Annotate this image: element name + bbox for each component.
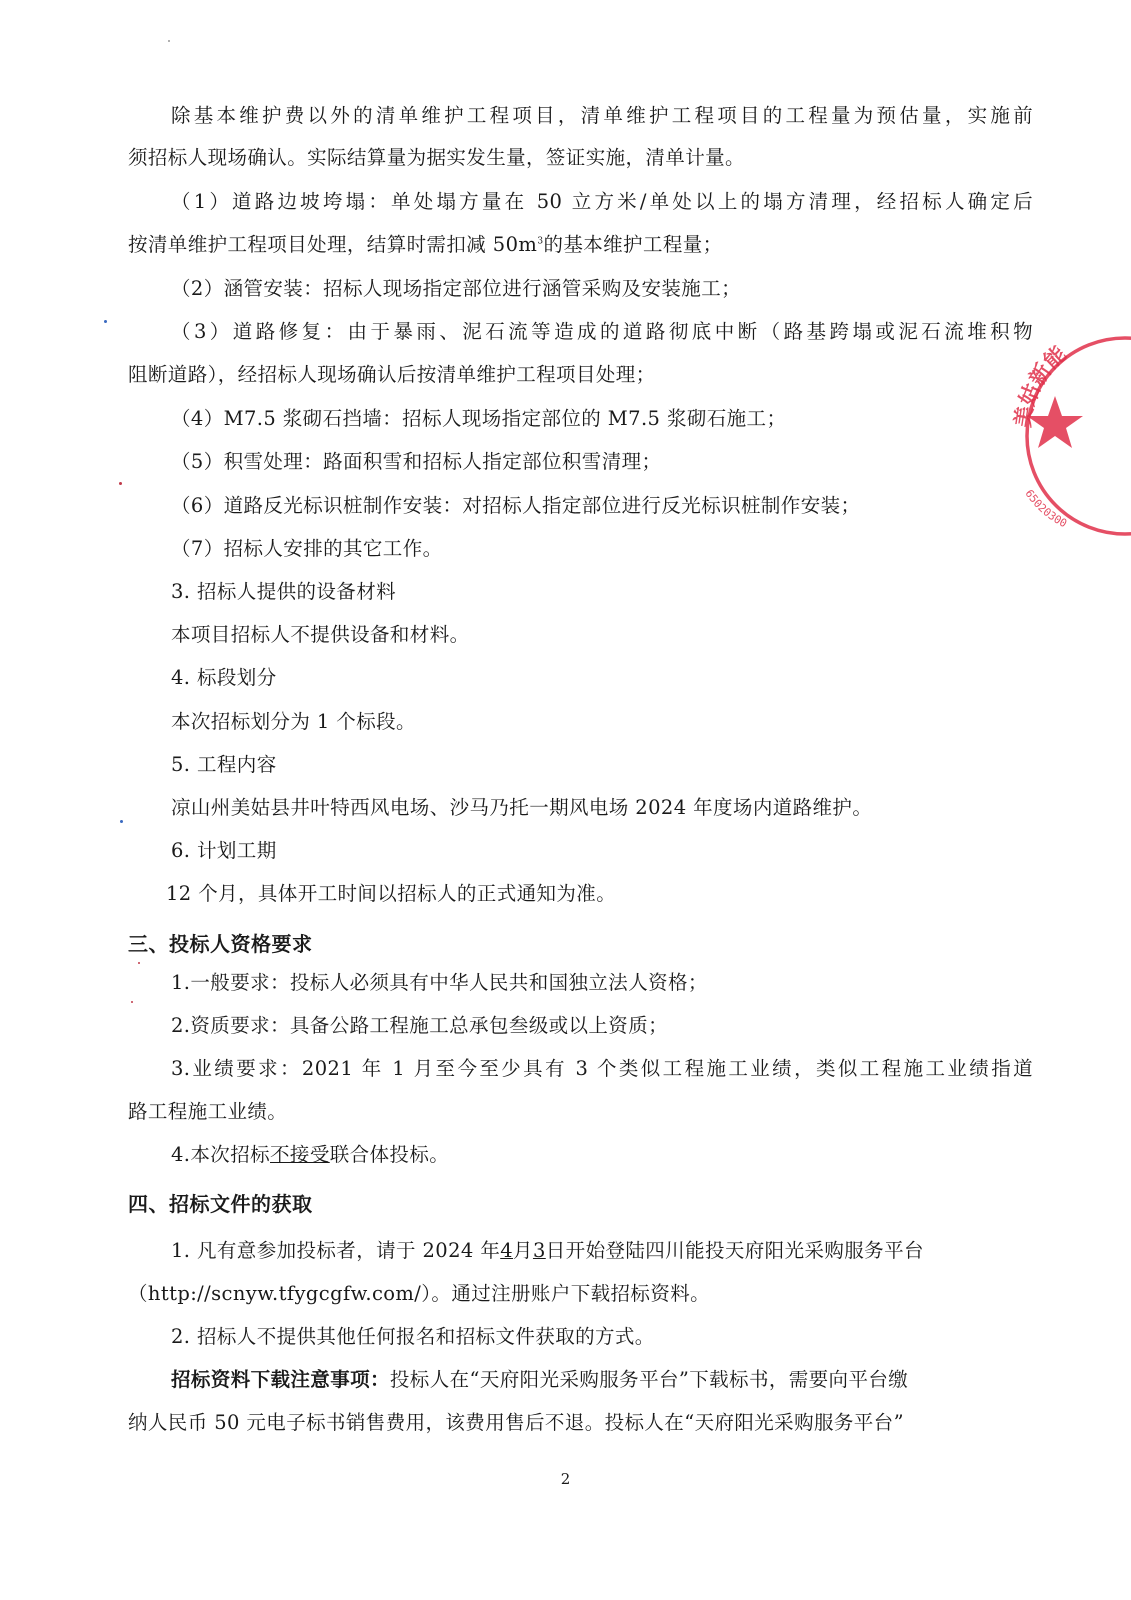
scan-speck xyxy=(120,820,123,823)
scan-speck xyxy=(104,320,107,323)
subheading: 6. 计划工期 xyxy=(171,839,277,862)
body-line: 凉山州美姑县井叶特西风电场、沙马乃托一期风电场 2024 年度场内道路维护。 xyxy=(171,796,873,819)
body-line: 须招标人现场确认。实际结算量为据实发生量，签证实施，清单计量。 xyxy=(128,146,745,169)
scan-speck xyxy=(168,40,170,42)
body-line: （http://scnyw.tfygcgfw.com/）。通过注册账户下载招标资料。 xyxy=(128,1282,711,1305)
body-line: 12 个月，具体开工时间以招标人的正式通知为准。 xyxy=(166,882,617,905)
underlined-month: 4 xyxy=(500,1239,514,1262)
body-line: （6）道路反光标识桩制作安装：对招标人指定部位进行反光标识桩制作安装； xyxy=(171,494,861,517)
subheading: 3. 招标人提供的设备材料 xyxy=(171,580,397,603)
body-line: 本项目招标人不提供设备和材料。 xyxy=(171,623,470,646)
section-heading: 三、投标人资格要求 xyxy=(128,932,313,956)
body-text: 日开始登陆四川能投天府阳光采购服务平台 xyxy=(545,1239,924,1262)
body-text: 按清单维护工程项目处理，结算时需扣减 50m xyxy=(128,233,538,256)
body-line: （3）道路修复：由于暴雨、泥石流等造成的道路彻底中断（路基跨塌或泥石流堆积物 xyxy=(171,320,1033,343)
page-number: 2 xyxy=(560,1470,571,1488)
section-heading: 四、招标文件的获取 xyxy=(128,1192,313,1216)
underlined-text: 不接受 xyxy=(270,1143,330,1166)
body-line xyxy=(171,1365,1033,1395)
body-line xyxy=(171,1140,1033,1170)
body-text: 1. 凡有意参加投标者，请于 2024 年 xyxy=(171,1239,501,1262)
company-seal xyxy=(1010,318,1131,558)
body-line: 1.一般要求：投标人必须具有中华人民共和国独立法人资格； xyxy=(171,971,708,994)
scan-speck xyxy=(119,482,122,485)
body-text: 联合体投标。 xyxy=(329,1143,450,1166)
body-line: 本次招标划分为 1 个标段。 xyxy=(171,710,416,733)
body-text: 4.本次招标 xyxy=(171,1143,271,1166)
body-line: 纳人民币 50 元电子标书销售费用，该费用售后不退。投标人在“天府阳光采购服务平台” xyxy=(128,1411,904,1434)
body-line: 除基本维护费以外的清单维护工程项目，清单维护工程项目的工程量为预估量，实施前 xyxy=(171,104,1033,127)
body-line: （2）涵管安装：招标人现场指定部位进行涵管采购及安装施工； xyxy=(171,277,742,300)
body-line: （5）积雪处理：路面积雪和招标人指定部位积雪清理； xyxy=(171,450,662,473)
body-line: 2.资质要求：具备公路工程施工总承包叁级或以上资质； xyxy=(171,1014,669,1037)
body-text: 月 xyxy=(513,1239,533,1262)
subheading: 5. 工程内容 xyxy=(171,753,277,776)
seal-top-text: 美姑新能 xyxy=(1010,341,1071,429)
subheading: 4. 标段划分 xyxy=(171,666,277,689)
body-line: （7）招标人安排的其它工作。 xyxy=(171,537,443,560)
scan-speck xyxy=(131,1001,133,1003)
body-line: 阻断道路），经招标人现场确认后按清单维护工程项目处理； xyxy=(128,363,656,386)
underlined-day: 3 xyxy=(532,1239,546,1262)
body-line: （4）M7.5 浆砌石挡墙：招标人现场指定部位的 M7.5 浆砌石施工； xyxy=(171,407,787,430)
body-line: 2. 招标人不提供其他任何报名和招标文件获取的方式。 xyxy=(171,1325,655,1348)
body-line: （1）道路边坡垮塌：单处塌方量在 50 立方米/单处以上的塌方清理，经招标人确定后 xyxy=(171,190,1033,213)
body-text: 的基本维护工程量； xyxy=(543,233,723,256)
scan-speck xyxy=(138,962,140,964)
body-line xyxy=(171,1236,1033,1266)
seal-bottom-text: 65020300 xyxy=(1022,487,1069,531)
body-line: 3.业绩要求：2021 年 1 月至今至少具有 3 个类似工程施工业绩，类似工程施工业绩指道 xyxy=(171,1057,1033,1080)
body-line xyxy=(128,230,1033,260)
body-text: 投标人在“天府阳光采购服务平台”下载标书，需要向平台缴 xyxy=(389,1368,909,1391)
body-line: 路工程施工业绩。 xyxy=(128,1100,288,1123)
superscript: 3 xyxy=(537,236,544,247)
notice-label: 招标资料下载注意事项： xyxy=(171,1368,390,1391)
